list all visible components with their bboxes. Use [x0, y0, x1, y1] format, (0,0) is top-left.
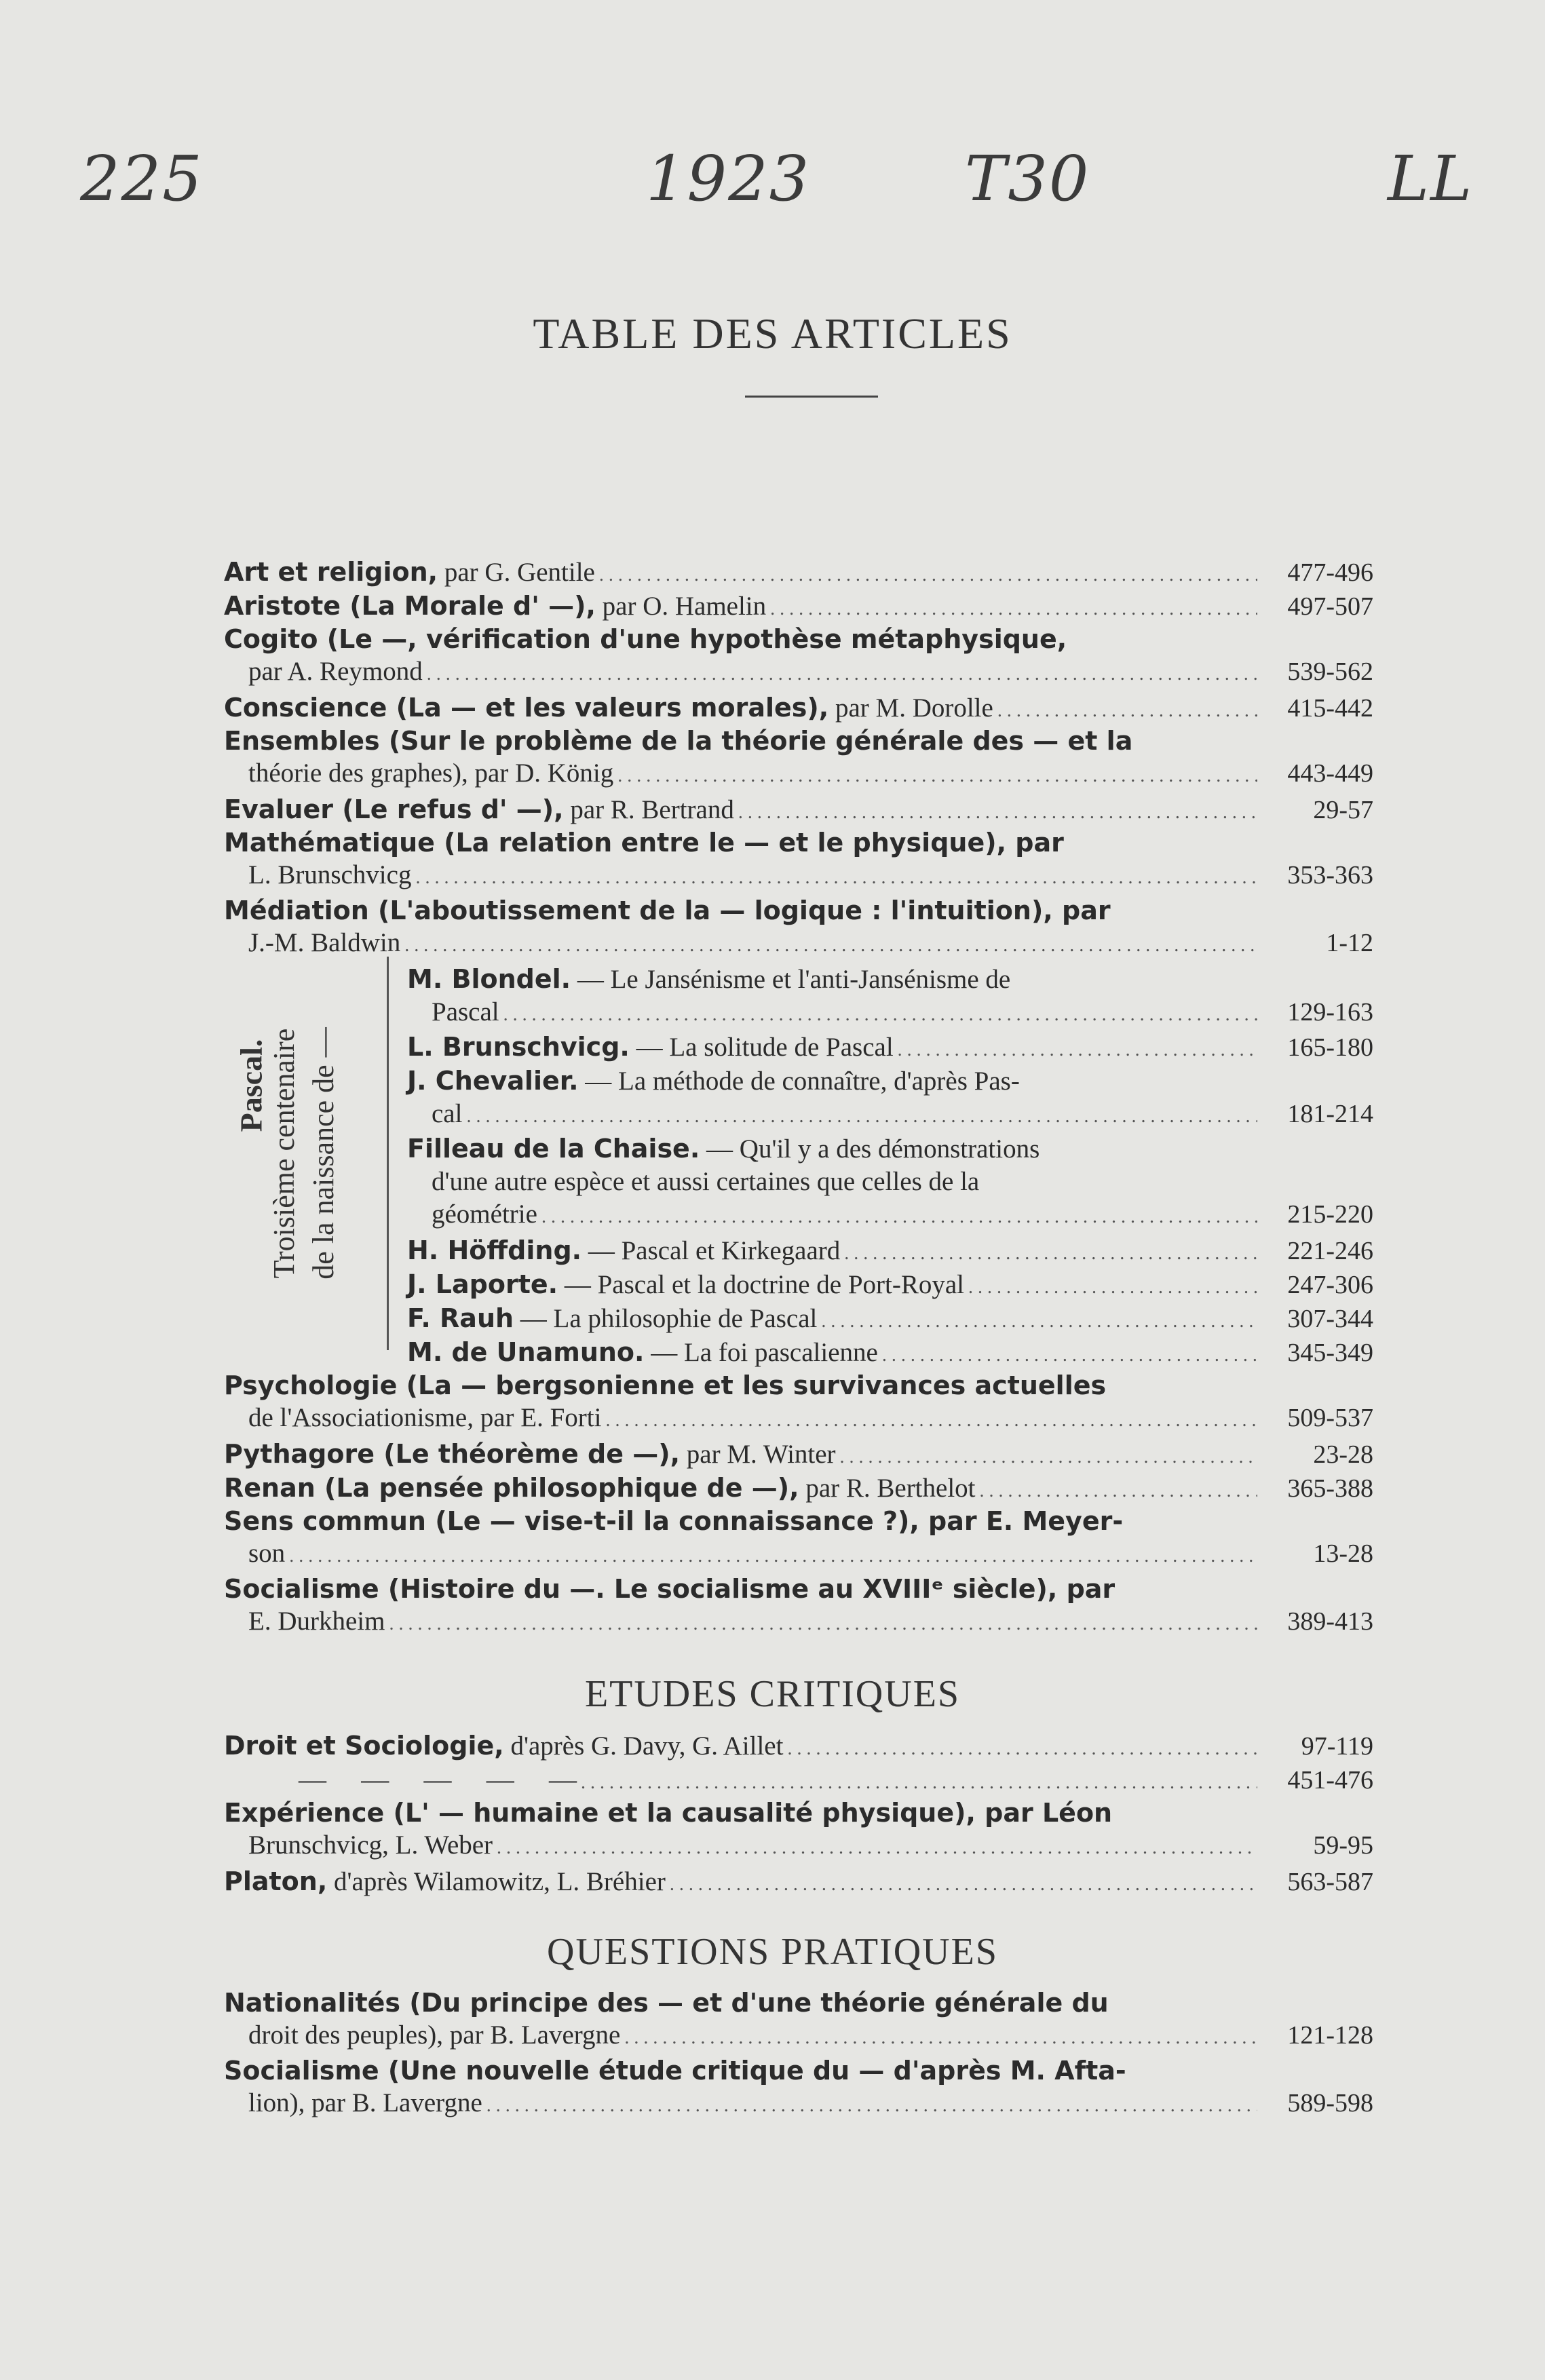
- list-item: Mathématique (La relation entre le — et le physique), par L. Brunschvicg ..... 353-363: [224, 826, 1373, 894]
- list-item: Aristote (La Morale d' —), par O. Hamelin ..... 497-507: [224, 589, 1373, 626]
- handwritten-tome: T30: [965, 142, 1090, 215]
- list-item: Evaluer (Le refus d' —), par R. Bertrand ..... 29-57: [224, 792, 1373, 829]
- list-item: M. Blondel. — Le Jansénisme et l'anti-Jansénisme de Pascal ..... 129-163: [407, 962, 1373, 1031]
- title-rule: [745, 396, 878, 398]
- handwritten-mark: LL: [1388, 142, 1474, 215]
- list-item: Psychologie (La — bergsonienne et les survivances actuelles de l'Associationisme, par E. Forti ..... 509-537: [224, 1369, 1373, 1437]
- list-item: Art et religion, par G. Gentile ..... 477-496: [224, 555, 1373, 592]
- list-item: Platon, d'après Wilamowitz, L. Bréhier ..... 563-587: [224, 1864, 1373, 1901]
- page-title: TABLE DES ARTICLES: [533, 309, 1012, 358]
- list-item: Médiation (L'aboutissement de la — logique : l'intuition), par J.-M. Baldwin ..... 1-12: [224, 894, 1373, 962]
- list-item: M. de Unamuno. — La foi pascalienne ..... 345-349: [407, 1335, 1373, 1372]
- handwritten-number: 225: [80, 142, 204, 215]
- pascal-sublabel: Troisième centenaire de la naissance de —: [267, 1027, 340, 1280]
- section-title: QUESTIONS PRATIQUES: [547, 1931, 998, 1973]
- list-item: Renan (La pensée philosophique de —), par R. Berthelot ..... 365-388: [224, 1471, 1373, 1508]
- list-item: Nationalités (Du principe des — et d'une théorie générale du droit des peuples), par B. Lavergne ..... 121-128: [224, 1986, 1373, 2054]
- list-item: J. Chevalier. — La méthode de connaître, d'après Pas- cal ..... 181-214: [407, 1064, 1373, 1133]
- list-item: — — — — — ..... 451-476: [224, 1763, 1373, 1799]
- brace: [387, 957, 409, 1350]
- list-item: L. Brunschvicg. — La solitude de Pascal ..... 165-180: [407, 1030, 1373, 1067]
- list-item: Conscience (La — et les valeurs morales), par M. Dorolle ..... 415-442: [224, 691, 1373, 727]
- list-item: Socialisme (Histoire du —. Le socialisme au XVIIIᵉ siècle), par E. Durkheim ..... 389-413: [224, 1573, 1373, 1640]
- section-title: ETUDES CRITIQUES: [584, 1673, 961, 1715]
- list-item: Sens commun (Le — vise-t-il la connaissance ?), par E. Meyer- son ..... 13-28: [224, 1505, 1373, 1573]
- list-item: Cogito (Le —, vérification d'une hypothèse métaphysique, par A. Reymond ..... 539-562: [224, 623, 1373, 691]
- handwritten-year: 1923: [646, 142, 811, 215]
- list-item: Pythagore (Le théorème de —), par M. Winter ..... 23-28: [224, 1437, 1373, 1474]
- list-item: Expérience (L' — humaine et la causalité physique), par Léon Brunschvicg, L. Weber ..... 59-95: [224, 1797, 1373, 1864]
- list-item: H. Höffding. — Pascal et Kirkegaard ..... 221-246: [407, 1233, 1373, 1270]
- list-item: Droit et Sociologie, d'après G. Davy, G. Aillet ..... 97-119: [224, 1729, 1373, 1765]
- list-item: Socialisme (Une nouvelle étude critique du — d'après M. Afta- lion), par B. Lavergne ..... 589-598: [224, 2054, 1373, 2122]
- list-item: Ensembles (Sur le problème de la théorie générale des — et la théorie des graphes), par D. König ..... 443-449: [224, 725, 1373, 792]
- list-item: J. Laporte. — Pascal et la doctrine de Port-Royal ..... 247-306: [407, 1267, 1373, 1304]
- list-item: Filleau de la Chaise. — Qu'il y a des démonstrations d'une autre espèce et aussi certaines que celles de la géométrie ..... 215-220: [407, 1132, 1373, 1233]
- list-item: F. Rauh — La philosophie de Pascal ..... 307-344: [407, 1301, 1373, 1338]
- pascal-label: Pascal.: [233, 1039, 269, 1132]
